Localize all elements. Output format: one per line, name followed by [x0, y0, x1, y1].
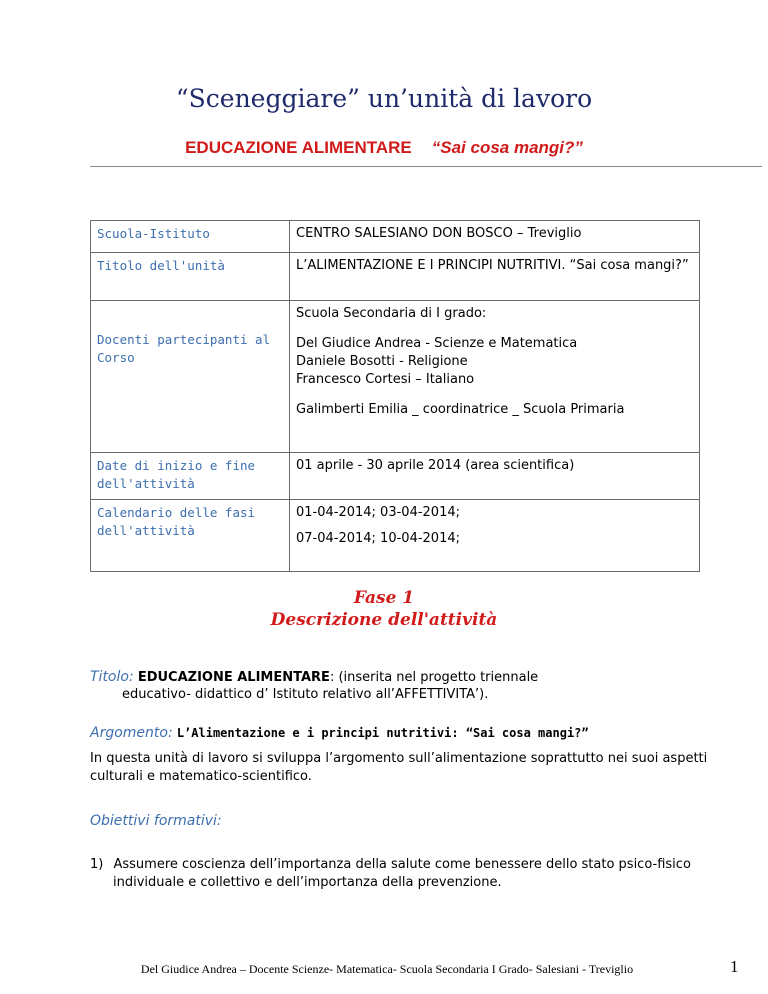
- calendar-line: 01-04-2014; 03-04-2014;: [296, 505, 460, 520]
- titolo-rest: : (inserita nel progetto triennale: [329, 670, 539, 685]
- table-row: [91, 453, 700, 500]
- teacher-item: Francesco Cortesi – Italiano: [296, 372, 475, 387]
- titolo-bold: EDUCAZIONE ALIMENTARE: [137, 670, 330, 685]
- dates-label: Date di inizio e fine dell'attività: [91, 453, 290, 500]
- objective-text: Assumere coscienza dell’importanza della salute come benessere dello stato psico-fisico: [113, 857, 691, 872]
- argomento-label: Argomento:: [90, 725, 173, 741]
- intro-line: culturali e matematico-scientifico.: [90, 769, 312, 784]
- table-row: [91, 221, 700, 253]
- calendar-label: Calendario delle fasi dell'attività: [91, 500, 290, 572]
- subtitle-main: EDUCAZIONE ALIMENTARE: [185, 138, 412, 157]
- intro-line: In questa unità di lavoro si sviluppa l’argomento sull’alimentazione soprattutto nei suoi aspetti: [90, 751, 708, 766]
- info-table: [90, 220, 700, 572]
- table-row: [91, 301, 700, 453]
- teacher-item: Daniele Bosotti - Religione: [296, 354, 468, 369]
- titolo-line2: educativo- didattico d’ Istituto relativo all’AFFETTIVITA’).: [122, 687, 489, 702]
- table-row: [91, 500, 700, 572]
- school-label: Scuola-Istituto: [91, 221, 290, 253]
- calendar-line: 07-04-2014; 10-04-2014;: [296, 531, 460, 546]
- dates-value: 01 aprile - 30 aprile 2014 (area scientifica): [290, 453, 700, 500]
- argomento-text: L’Alimentazione e i principi nutritivi: “Sai cosa mangi?”: [176, 726, 589, 740]
- titolo-line: [90, 668, 538, 687]
- calendar-value: [290, 500, 700, 572]
- page-footer: Del Giudice Andrea – Docente Scienze- Matematica- Scuola Secondaria I Grado- Salesiani - Treviglio: [140, 962, 634, 976]
- obiettivi-label: Obiettivi formativi:: [90, 813, 222, 829]
- school-value: CENTRO SALESIANO DON BOSCO – Treviglio: [290, 221, 700, 253]
- unit-value: L’ALIMENTAZIONE E I PRINCIPI NUTRITIVI. “Sai cosa mangi?”: [290, 253, 700, 301]
- argomento-line: [90, 724, 589, 743]
- obiettivi-heading: [90, 812, 222, 831]
- table-row: [91, 253, 700, 301]
- subtitle-quote: “Sai cosa mangi?”: [431, 138, 583, 157]
- coordinator: Galimberti Emilia _ coordinatrice _ Scuola Primaria: [296, 402, 625, 417]
- header-divider: [90, 166, 762, 167]
- objective-item: [90, 856, 691, 874]
- teachers-label: Docenti partecipanti al Corso: [91, 301, 290, 453]
- phase-heading: [0, 587, 768, 631]
- document-title: “Sceneggiare” un’unità di lavoro: [175, 84, 593, 113]
- objective-text-line2: individuale e collettivo e dell’importanza della prevenzione.: [113, 875, 502, 890]
- unit-label: Titolo dell'unità: [91, 253, 290, 301]
- titolo-label: Titolo:: [90, 669, 134, 685]
- page-number: 1: [730, 957, 739, 976]
- document-subtitle: [0, 138, 768, 158]
- objective-number: 1): [90, 857, 104, 872]
- teacher-item: Del Giudice Andrea - Scienze e Matematica: [296, 336, 578, 351]
- phase-subtitle: Descrizione dell'attività: [270, 610, 498, 630]
- teachers-intro: Scuola Secondaria di I grado:: [296, 306, 487, 321]
- teachers-value: [290, 301, 700, 453]
- phase-title: Fase 1: [353, 588, 415, 608]
